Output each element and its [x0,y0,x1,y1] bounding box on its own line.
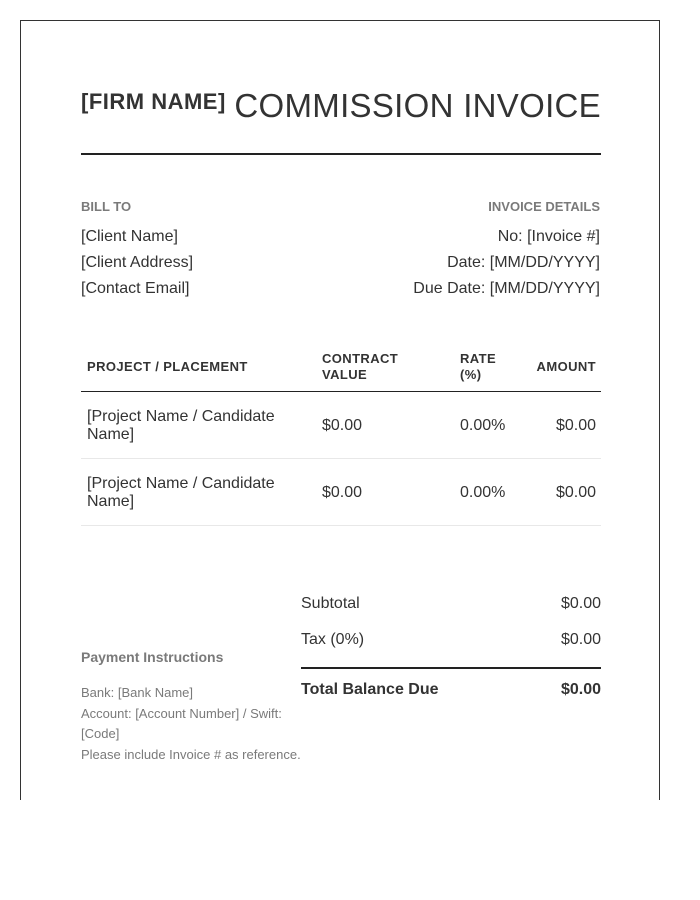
bill-to-section [81,199,193,302]
total-due-value: $0.00 [560,681,601,698]
client-address: [Client Address] [81,254,194,271]
invoice-header [81,87,601,155]
firm-name: [FIRM NAME] [81,89,226,114]
row-rate: 0.00% [460,417,506,434]
subtotal-row [301,589,601,625]
tax-value: $0.00 [560,631,601,648]
row-contract-value: $0.00 [322,417,363,434]
payment-account: Account: [Account Number] / Swift: [Code] [81,705,282,741]
client-name: [Client Name] [81,228,178,245]
total-due-label: Total Balance Due [301,681,439,698]
document-title: COMMISSION INVOICE [234,87,601,124]
table-row [81,459,601,526]
payment-instructions-title: Payment Instructions [81,649,224,665]
line-items-table [81,345,601,526]
row-rate: 0.00% [460,484,506,501]
table-row [81,392,601,459]
invoice-page [20,20,660,800]
subtotal-value: $0.00 [560,595,601,612]
subtotal-label: Subtotal [301,595,360,612]
payment-instructions [81,649,311,765]
total-due-row [301,669,601,705]
invoice-date: Date: [MM/DD/YYYY] [447,254,600,271]
bill-to-label: BILL TO [81,199,132,214]
row-project: [Project Name / Candidate Name] [87,408,275,443]
invoice-details-label: INVOICE DETAILS [488,199,600,214]
payment-reference: Please include Invoice # as reference. [81,746,301,762]
invoice-details-section [413,199,600,302]
column-header-amount: AMOUNT [536,359,596,374]
totals-section [301,589,601,705]
invoice-due-date: Due Date: [MM/DD/YYYY] [413,280,600,297]
column-header-project: PROJECT / PLACEMENT [87,359,248,374]
tax-label: Tax (0%) [301,631,365,648]
row-project: [Project Name / Candidate Name] [87,475,275,510]
column-header-contract-value: CONTRACT VALUE [322,351,399,382]
row-contract-value: $0.00 [322,484,363,501]
column-header-rate: RATE (%) [460,351,497,382]
row-amount: $0.00 [555,484,596,501]
row-amount: $0.00 [555,417,596,434]
invoice-number: No: [Invoice #] [497,228,600,245]
tax-row [301,625,601,661]
contact-email: [Contact Email] [81,280,190,297]
table-header-row [81,345,601,392]
payment-bank: Bank: [Bank Name] [81,685,193,700]
